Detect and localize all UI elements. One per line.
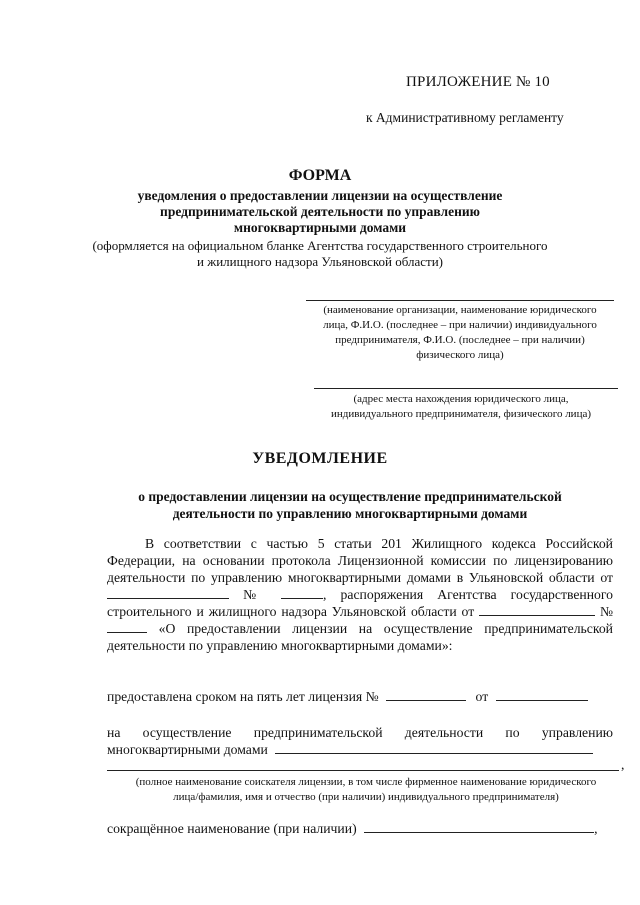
form-subtitle: [0, 188, 640, 236]
number-sign: №: [243, 587, 267, 602]
caption-line: лица, Ф.И.О. (последнее – при наличии) индивидуального: [323, 319, 597, 331]
basis-text: В соответствии с частью 5 статьи 201 Жилищного кодекса Российской Федерации, на основании протокола Лицензионной комиссии по лицензированию деятельности по управлению многоквартирными домами в Ульяновской области от: [107, 536, 613, 585]
applicant-name-blank[interactable]: [275, 741, 593, 754]
order-title-text: «О предоставлении лицензии на осуществление предпринимательской деятельности по управлению многоквартирными домами»:: [107, 621, 613, 653]
recipient-name-line[interactable]: [306, 300, 614, 301]
activity-paragraph: [107, 724, 613, 758]
activity-line: на осуществление предпринимательской деятельности по управлению: [107, 725, 613, 740]
order-number-blank[interactable]: [107, 620, 147, 633]
short-name-label: сокращённое наименование (при наличии): [107, 821, 357, 836]
appendix-number: ПРИЛОЖЕНИЕ № 10: [406, 74, 550, 90]
notice-about-line: о предоставлении лицензии на осуществление предпринимательской: [138, 489, 562, 504]
caption-line: (наименование организации, наименование юридического: [323, 304, 597, 316]
basis-paragraph: [107, 535, 613, 654]
activity-line-2: [107, 741, 613, 758]
applicant-caption: [107, 775, 625, 805]
license-text: предоставлена сроком на пять лет лицензия №: [107, 689, 379, 704]
number-sign: №: [599, 604, 614, 619]
license-from-label: от: [475, 689, 489, 704]
protocol-date-blank[interactable]: [107, 586, 229, 599]
form-note: [0, 238, 640, 270]
caption-line: (полное наименование соискателя лицензии, в том числе фирменное наименование юридического: [135, 776, 597, 788]
order-text: , распоряжения Агентства государственного строительного и жилищного надзора Ульяновской области от: [107, 587, 614, 619]
recipient-name-caption: [303, 303, 617, 363]
form-note-line: и жилищного надзора Ульяновской области): [197, 254, 443, 269]
form-subtitle-line: предпринимательской деятельности по управлению: [160, 204, 480, 219]
short-name-blank[interactable]: [364, 820, 594, 833]
caption-line: физического лица): [416, 349, 504, 361]
notice-heading: УВЕДОМЛЕНИЕ: [252, 450, 388, 467]
license-date-blank[interactable]: [496, 688, 588, 701]
order-date-blank[interactable]: [479, 603, 595, 616]
caption-line: лица/фамилия, имя и отчество (при наличии) индивидуального предпринимателя): [173, 791, 559, 803]
notice-about-line: деятельности по управлению многоквартирными домами: [172, 506, 528, 521]
comma: ,: [594, 821, 598, 836]
license-number-blank[interactable]: [386, 688, 466, 701]
applicant-name-line[interactable]: [107, 770, 619, 771]
caption-line: предпринимателя, Ф.И.О. (последнее – при наличии): [335, 334, 585, 346]
recipient-address-line[interactable]: [314, 388, 618, 389]
form-note-line: (оформляется на официальном бланке Агентства государственного строительного: [92, 238, 548, 253]
form-subtitle-line: многоквартирными домами: [233, 220, 407, 235]
activity-text: многоквартирными домами: [107, 742, 268, 757]
form-title: ФОРМА: [288, 167, 352, 184]
protocol-number-blank[interactable]: [281, 586, 323, 599]
notice-about: [80, 488, 620, 522]
recipient-address-caption: [313, 392, 609, 422]
caption-line: (адрес места нахождения юридического лица,: [353, 393, 569, 405]
short-name-row: [107, 820, 597, 837]
license-row: [107, 688, 588, 705]
caption-line: индивидуального предпринимателя, физического лица): [330, 408, 592, 420]
form-subtitle-line: уведомления о предоставлении лицензии на осуществление: [137, 188, 503, 203]
regulation-reference: к Административному регламенту: [366, 110, 564, 125]
comma: ,: [621, 757, 625, 772]
